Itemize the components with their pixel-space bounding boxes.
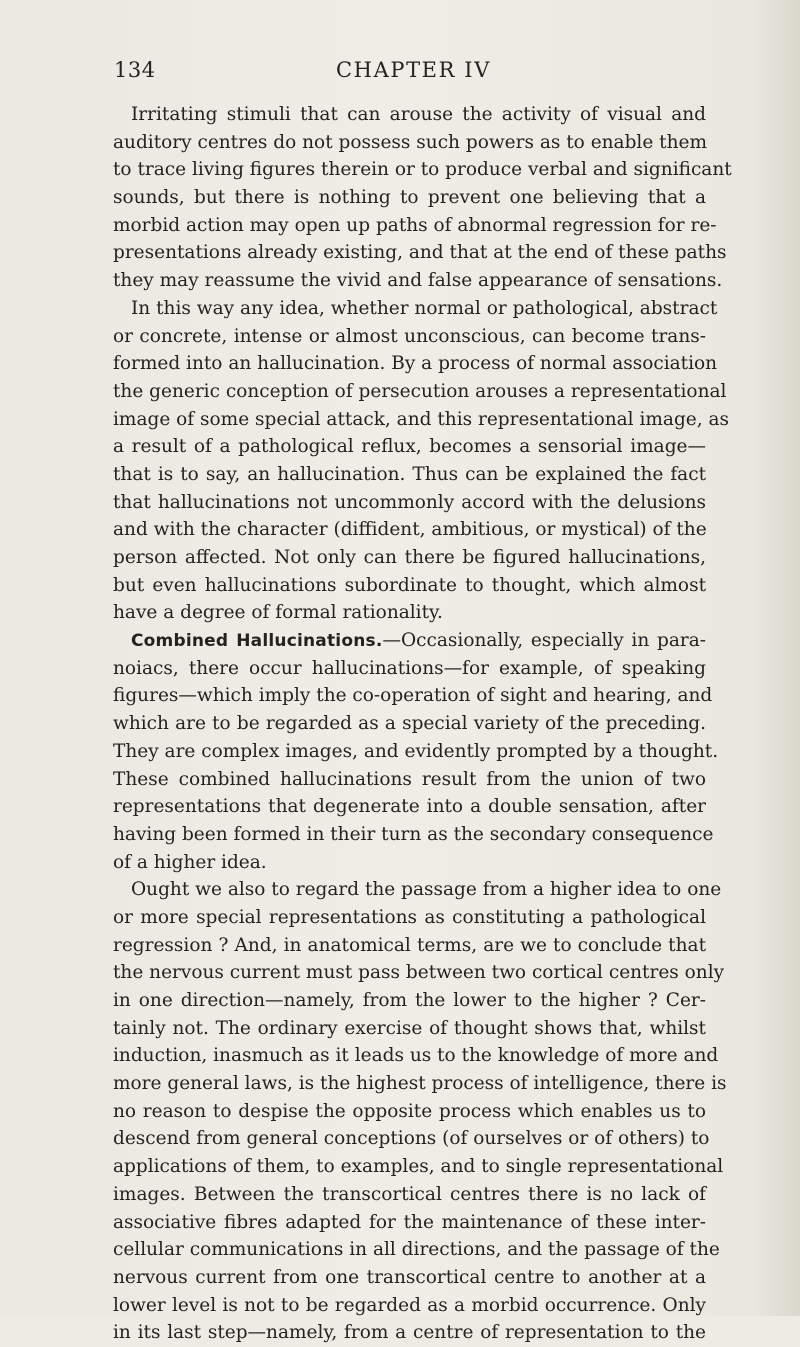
text-line: regression ? And, in anatomical terms, are we to conclude that	[113, 934, 706, 956]
text-line: Ought we also to regard the passage from a higher idea to one	[131, 879, 722, 901]
text-line: sounds, but there is nothing to prevent one believing that a	[113, 187, 706, 209]
text-line: in one direction—namely, from the lower to the higher ? Cer-	[113, 990, 706, 1011]
text-line: formed into an hallucination. By a process of normal association	[113, 353, 718, 375]
text-line: auditory centres do not possess such powers as to enable them	[113, 131, 708, 153]
body-text	[113, 101, 732, 1347]
text-line: in its last step—namely, from a centre of representation to the	[113, 1322, 706, 1344]
text-line: noiacs, there occur hallucinations—for example, of speaking	[113, 657, 706, 679]
text-line: of a higher idea.	[113, 851, 267, 873]
text-line: applications of them, to examples, and to single representational	[113, 1156, 724, 1178]
text-line: lower level is not to be regarded as a morbid occurrence. Only	[113, 1294, 706, 1316]
text-line: that is to say, an hallucination. Thus can be explained the fact	[113, 463, 706, 485]
section-text: —Occasionally, especially in para-	[382, 630, 706, 652]
text-line: cellular communications in all directions, and the passage of the	[113, 1239, 720, 1261]
text-line: In this way any idea, whether normal or pathological, abstract	[131, 297, 718, 319]
text-line: which are to be regarded as a special variety of the preceding.	[113, 713, 706, 735]
text-line: images. Between the transcortical centres there is no lack of	[113, 1183, 706, 1205]
text-line: They are complex images, and evidently prompted by a thought.	[113, 740, 719, 762]
text-line: more general laws, is the highest process of intelligence, there is	[113, 1073, 727, 1095]
running-head	[0, 58, 800, 88]
section-heading-line	[113, 627, 706, 655]
text-line: associative fibres adapted for the maintenance of these inter-	[113, 1211, 706, 1233]
text-line: descend from general conceptions (of ourselves or of others) to	[113, 1128, 710, 1150]
page-number: 134	[114, 58, 156, 82]
text-line: or more special representations as constituting a pathological	[113, 906, 706, 928]
text-line: that hallucinations not uncommonly accord with the delusions	[113, 491, 706, 513]
text-line: or concrete, intense or almost unconscious, can become trans-	[113, 325, 706, 347]
text-line: person affected. Not only can there be figured hallucinations,	[113, 547, 706, 568]
chapter-title: CHAPTER IV	[336, 58, 491, 82]
text-line: induction, inasmuch as it leads us to the knowledge of more and	[113, 1045, 719, 1067]
text-line: Irritating stimuli that can arouse the activity of visual and	[131, 104, 706, 125]
text-line: to trace living figures therein or to produce verbal and significant	[113, 159, 732, 181]
text-line: morbid action may open up paths of abnormal regression for re-	[113, 214, 717, 236]
text-line: a result of a pathological reflux, becomes a sensorial image—	[113, 436, 706, 458]
text-line: presentations already existing, and that at the end of these paths	[113, 242, 727, 264]
text-line: tainly not. The ordinary exercise of thought shows that, whilst	[113, 1017, 706, 1039]
text-line: the generic conception of persecution arouses a representational	[113, 380, 727, 402]
section-heading: Combined Hallucinations.	[131, 631, 383, 652]
text-line: These combined hallucinations result from the union of two	[113, 768, 706, 790]
text-line: image of some special attack, and this representational image, as	[113, 408, 730, 430]
text-line: and with the character (diffident, ambitious, or mystical) of the	[113, 519, 707, 541]
text-line: nervous current from one transcortical centre to another at a	[113, 1266, 706, 1288]
text-line: but even hallucinations subordinate to thought, which almost	[113, 574, 706, 596]
text-line: figures—which imply the co-operation of sight and hearing, and	[113, 685, 713, 707]
text-line: representations that degenerate into a double sensation, after	[113, 796, 706, 818]
text-line: no reason to despise the opposite process which enables us to	[113, 1100, 706, 1122]
text-line: they may reassume the vivid and false appearance of sensations.	[113, 270, 723, 292]
text-line: the nervous current must pass between two cortical centres only	[113, 962, 725, 984]
text-line: have a degree of formal rationality.	[113, 602, 443, 624]
text-line: having been formed in their turn as the secondary consequence	[113, 823, 714, 845]
